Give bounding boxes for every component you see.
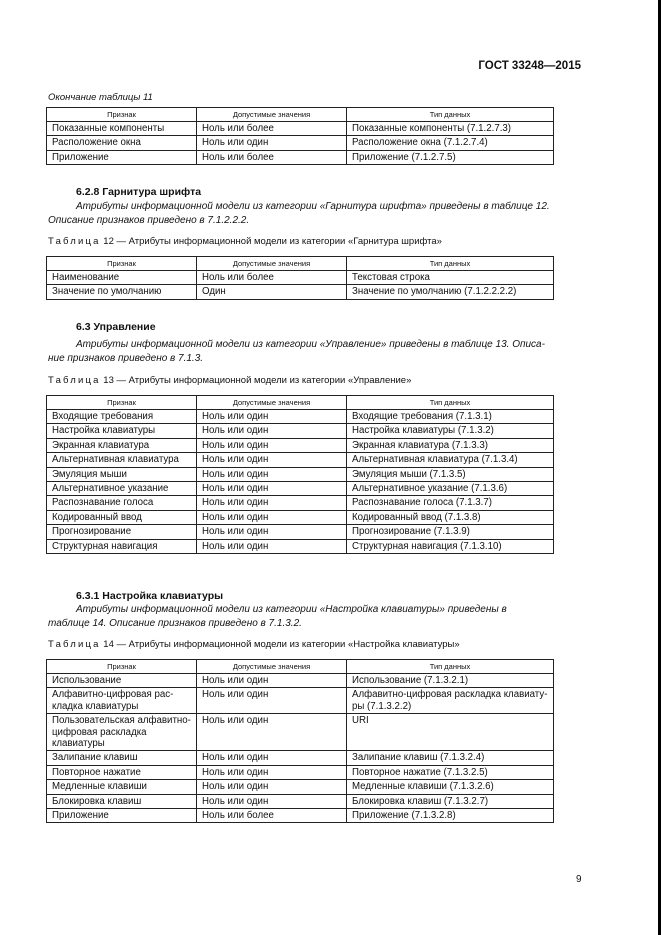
column-header: Признак — [47, 257, 197, 271]
table12-caption-text: 12 — Атрибуты информационной модели из категории «Гарнитура шрифта» — [103, 236, 442, 247]
table-cell: Ноль или один — [197, 496, 347, 510]
table-cell: Один — [197, 285, 347, 299]
table-cell: Ноль или один — [197, 674, 347, 688]
table12 — [46, 256, 554, 300]
table13-label: Таблица — [48, 375, 101, 386]
table-row — [47, 751, 554, 765]
table-cell: Распознавание голоса (7.1.3.7) — [347, 496, 554, 510]
table11 — [46, 107, 554, 165]
table-row — [47, 438, 554, 452]
table13 — [46, 395, 554, 554]
table-cell: Алфавитно-цифровая рас-кладка клавиатуры — [47, 688, 197, 714]
table-cell: Приложение (7.1.2.7.5) — [347, 150, 554, 164]
table-row — [47, 136, 554, 150]
table12-label: Таблица — [48, 236, 101, 247]
section-631-line1: Атрибуты информационной модели из категории «Настройка клавиатуры» приведены в — [76, 604, 507, 615]
table-row — [47, 780, 554, 794]
table14-caption — [48, 639, 460, 650]
page-number: 9 — [576, 874, 582, 885]
column-header: Допустимые значения — [197, 396, 347, 410]
table-header-row — [47, 257, 554, 271]
table-cell: Ноль или один — [197, 424, 347, 438]
section-628-line2: Описание признаков приведено в 7.1.2.2.2. — [48, 214, 250, 226]
table-row — [47, 285, 554, 299]
column-header: Допустимые значения — [197, 660, 347, 674]
table-row — [47, 150, 554, 164]
table-cell: Ноль или один — [197, 539, 347, 553]
table-cell: Ноль или один — [197, 510, 347, 524]
section-628-title: 6.2.8 Гарнитура шрифта — [76, 186, 202, 198]
table-cell: Приложение — [47, 809, 197, 823]
table-row — [47, 410, 554, 424]
table-row — [47, 467, 554, 481]
table-cell: Ноль или более — [197, 150, 347, 164]
column-header: Признак — [47, 660, 197, 674]
column-header: Тип данных — [347, 660, 554, 674]
table-cell: Ноль или более — [197, 122, 347, 136]
table-row — [47, 674, 554, 688]
column-header: Допустимые значения — [197, 108, 347, 122]
table-cell: Расположение окна (7.1.2.7.4) — [347, 136, 554, 150]
table-cell: Залипание клавиш — [47, 751, 197, 765]
table-cell: Блокировка клавиш — [47, 794, 197, 808]
table-cell: Показанные компоненты — [47, 122, 197, 136]
table-cell: Распознавание голоса — [47, 496, 197, 510]
table-row — [47, 271, 554, 285]
table-cell: Ноль или один — [197, 714, 347, 751]
table-cell: Экранная клавиатура — [47, 438, 197, 452]
table-cell: Ноль или один — [197, 467, 347, 481]
table-cell: Ноль или один — [197, 136, 347, 150]
table12-caption — [48, 236, 442, 247]
table-cell: Альтернативная клавиатура — [47, 453, 197, 467]
table-cell: Эмуляция мыши (7.1.3.5) — [347, 467, 554, 481]
table-cell: Значение по умолчанию (7.1.2.2.2.2) — [347, 285, 554, 299]
table-cell: Кодированный ввод — [47, 510, 197, 524]
table-cell: Значение по умолчанию — [47, 285, 197, 299]
column-header: Допустимые значения — [197, 257, 347, 271]
column-header: Тип данных — [347, 257, 554, 271]
table-cell: Текстовая строка — [347, 271, 554, 285]
table-cell: Ноль или более — [197, 809, 347, 823]
table-cell: Прогнозирование — [47, 525, 197, 539]
table-row — [47, 122, 554, 136]
table-row — [47, 496, 554, 510]
table-row — [47, 794, 554, 808]
table14-label: Таблица — [48, 639, 101, 650]
table-row — [47, 688, 554, 714]
table-row — [47, 525, 554, 539]
section-631-text — [48, 603, 584, 630]
section-63-title: 6.3 Управление — [76, 321, 156, 333]
table-cell: Использование — [47, 674, 197, 688]
table14 — [46, 659, 554, 823]
table-cell: Пользовательская алфавитно-цифровая раскладка клавиатуры — [47, 714, 197, 751]
section-63-text — [48, 338, 584, 365]
table-cell: Ноль или более — [197, 271, 347, 285]
table-cell: Ноль или один — [197, 751, 347, 765]
table-cell: Медленные клавиши (7.1.3.2.6) — [347, 780, 554, 794]
table-cell: Настройка клавиатуры (7.1.3.2) — [347, 424, 554, 438]
table-cell: Алфавитно-цифровая раскладка клавиату-ры (7.1.3.2.2) — [347, 688, 554, 714]
table-header-row — [47, 660, 554, 674]
table-cell: URI — [347, 714, 554, 751]
section-631-line2: таблице 14. Описание признаков приведено в 7.1.3.2. — [48, 617, 302, 629]
table-cell: Показанные компоненты (7.1.2.7.3) — [347, 122, 554, 136]
table-cell: Ноль или один — [197, 453, 347, 467]
table-cell: Использование (7.1.3.2.1) — [347, 674, 554, 688]
table-cell: Ноль или один — [197, 765, 347, 779]
document-header: ГОСТ 33248—2015 — [478, 60, 581, 72]
column-header: Тип данных — [347, 396, 554, 410]
table-cell: Приложение (7.1.3.2.8) — [347, 809, 554, 823]
table-cell: Блокировка клавиш (7.1.3.2.7) — [347, 794, 554, 808]
table-row — [47, 714, 554, 751]
section-63-line1: Атрибуты информационной модели из категории «Управление» приведены в таблице 13. Описа- — [76, 339, 545, 350]
table-cell: Наименование — [47, 271, 197, 285]
table-row — [47, 809, 554, 823]
table-cell: Кодированный ввод (7.1.3.8) — [347, 510, 554, 524]
table-cell: Ноль или один — [197, 410, 347, 424]
column-header: Тип данных — [347, 108, 554, 122]
table11-caption: Окончание таблицы 11 — [48, 92, 153, 103]
table-cell: Структурная навигация (7.1.3.10) — [347, 539, 554, 553]
section-63-line2: ние признаков приведено в 7.1.3. — [48, 352, 204, 364]
table-cell: Входящие требования (7.1.3.1) — [347, 410, 554, 424]
table14-caption-text: 14 — Атрибуты информационной модели из категории «Настройка клавиатуры» — [103, 639, 460, 650]
table-cell: Ноль или один — [197, 794, 347, 808]
table-cell: Ноль или один — [197, 482, 347, 496]
section-628-text — [48, 200, 584, 227]
table-header-row — [47, 396, 554, 410]
table-cell: Залипание клавиш (7.1.3.2.4) — [347, 751, 554, 765]
table-cell: Альтернативная клавиатура (7.1.3.4) — [347, 453, 554, 467]
table-header-row — [47, 108, 554, 122]
table-cell: Приложение — [47, 150, 197, 164]
table-cell: Повторное нажатие (7.1.3.2.5) — [347, 765, 554, 779]
table-row — [47, 424, 554, 438]
table-row — [47, 539, 554, 553]
table-cell: Медленные клавиши — [47, 780, 197, 794]
section-631-title: 6.3.1 Настройка клавиатуры — [76, 590, 224, 602]
table-cell: Повторное нажатие — [47, 765, 197, 779]
column-header: Признак — [47, 396, 197, 410]
table-cell: Прогнозирование (7.1.3.9) — [347, 525, 554, 539]
table-cell: Расположение окна — [47, 136, 197, 150]
column-header: Признак — [47, 108, 197, 122]
table-cell: Ноль или один — [197, 438, 347, 452]
table-cell: Структурная навигация — [47, 539, 197, 553]
table-row — [47, 510, 554, 524]
table-cell: Эмуляция мыши — [47, 467, 197, 481]
table13-caption — [48, 375, 411, 386]
table-row — [47, 453, 554, 467]
section-628-line1: Атрибуты информационной модели из категории «Гарнитура шрифта» приведены в таблице 12. — [76, 201, 550, 212]
table-row — [47, 482, 554, 496]
table-cell: Экранная клавиатура (7.1.3.3) — [347, 438, 554, 452]
table-cell: Ноль или один — [197, 780, 347, 794]
table-cell: Настройка клавиатуры — [47, 424, 197, 438]
table-row — [47, 765, 554, 779]
table-cell: Альтернативное указание — [47, 482, 197, 496]
table13-caption-text: 13 — Атрибуты информационной модели из категории «Управление» — [103, 375, 412, 386]
table-cell: Альтернативное указание (7.1.3.6) — [347, 482, 554, 496]
table-cell: Входящие требования — [47, 410, 197, 424]
table-cell: Ноль или один — [197, 688, 347, 714]
table-cell: Ноль или один — [197, 525, 347, 539]
